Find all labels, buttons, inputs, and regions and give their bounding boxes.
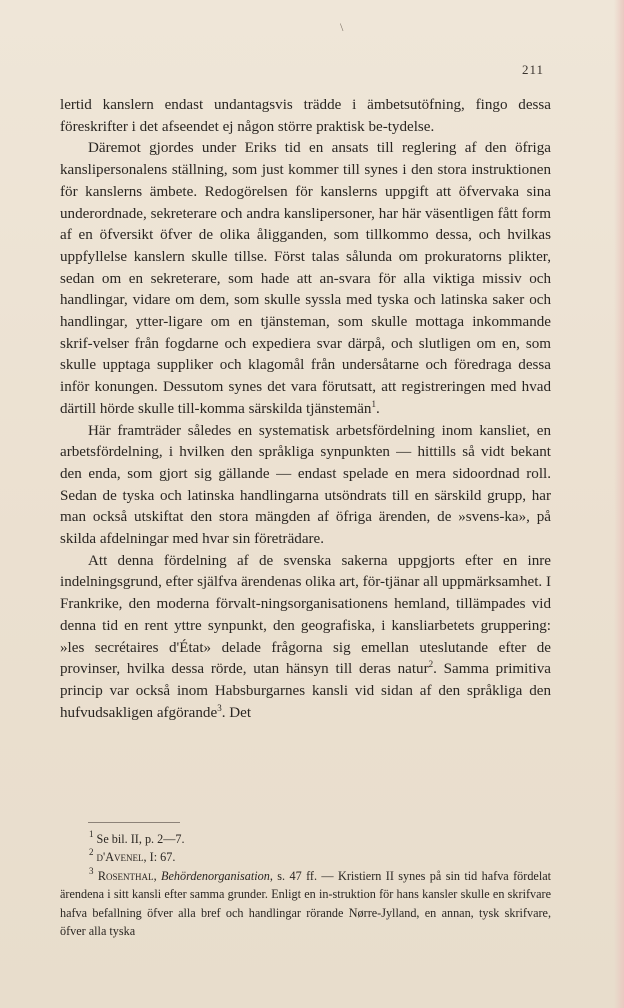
paragraph-2-end: . [375, 400, 380, 417]
footnote-3-sep: , [153, 868, 162, 883]
footnote-1 [60, 830, 551, 848]
footnote-rule [88, 822, 180, 823]
print-speck: \ [340, 20, 344, 34]
paragraph-4-end: . Det [221, 704, 252, 721]
paragraph-2 [60, 138, 551, 420]
paragraph-3: Här framträder således en systematisk arbetsfördelning inom kansliet, en arbetsfördelning, i hvilken den språkliga synpunkten — hittills så vidt bekant den enda, som gjort sig gällande — endast spelade en mera sidoordnad roll. Sedan de tyska och latinska handlingarna utsöndrats till en särskild grupp, har man också utskiftat den stora mängden af öfriga ärenden, de »svens-ka», på skilda afdelningar med hvar sin företrädare. [60, 422, 551, 548]
footnote-1-mark: 1 [89, 829, 94, 839]
footnote-ref-3: 3 [217, 702, 222, 713]
footnote-3-mark: 3 [89, 865, 94, 876]
footnote-3 [60, 867, 551, 941]
paragraph-1: lertid kanslern endast undantagsvis trädde i ämbetsutöfning, fingo dessa föreskrifter i det afseendet ej någon större praktisk be-tydelse. [60, 97, 551, 135]
paragraph-2-text: Däremot gjordes under Eriks tid en ansats till reglering af den öfriga kanslipersonalens ställning, som just kommer till synes i den stora instruktionen för kanslerns ämbete. Redogörelsen för kanslerns uppgift att öfvervaka sina underordnade, sekreterare och andra kanslipersoner, har här väsentligen fått form af en öfversikt öfver de olika åligganden, som tillkommo dessa, och hvilkas uppfyllelse kanslern skulle tillse. Först talas sålunda om prokuratorns plikter, sedan om en sekreterare, som hade att an-svara för alla viktiga missiv och handlingar, vidare om dem, som skulle syssla med tyska och latinska saker och handlingar, ytter-ligare om en tjänsteman, som skulle mottaga inkommande skrif-velser från fogdarne och expediera svar därpå, och slutligen om en, som skulle upptaga suppliker och klagomål från undersåtarne och föredraga dessa inför konungen. Dessutom synes det vara förutsatt, att registreringen med hvad därtill hörde skulle till-komma särskilda tjänstemän [60, 140, 551, 417]
footnote-3-title: Behördenorganisation [161, 868, 270, 883]
page-edge [614, 0, 624, 1008]
footnote-ref-2: 2 [428, 659, 434, 670]
body-text [60, 95, 551, 724]
footnote-ref-1: 1 [371, 398, 376, 409]
footnote-2-author: d'Avenel [96, 850, 144, 865]
footnote-3-author: Rosenthal [97, 868, 154, 883]
page-number: 211 [521, 62, 544, 77]
footnote-2-mark: 2 [89, 847, 94, 858]
paragraph-4 [60, 551, 551, 725]
paragraph-4-mid: . Samma primitiva princip var också inom Habsburgarnes kansli vid sidan af den språkliga den hufvudsakligen afgörande [60, 661, 551, 721]
footnote-3-text: , s. 47 ff. — Kristiern II synes på sin tid hafva fördelat ärendena i sitt kansli efter samma grunder. Enligt en in-struktion för hans kansler skulle en skrifvare hafva befallning öfver alla bref och handlingar rörande Nørre-Jylland, en annan, tysk skrifvare, öfver alla tyska [60, 868, 552, 939]
footnote-2-text: , I: 67. [143, 850, 176, 865]
footnote-1-text: Se bil. II, p. 2—7. [96, 832, 185, 846]
footnote-2 [60, 848, 551, 866]
paragraph-4-text: Att denna fördelning af de svenska sakerna uppgjorts efter en inre indelningsgrund, efter själfva ärendenas olika art, för-tjänar all uppmärksamhet. I Frankrike, den moderna förvalt-ningsorganisationens hemland, tillämpades vid denna tid en rent yttre synpunkt, den geografiska, i kansliarbetets gruppering: »les secrétaires d'État» delade frågorna sig emellan uteslutande efter de provinser, hvilka dessa rörde, utan hänsyn till deras natur [60, 552, 551, 678]
footnotes [60, 830, 551, 940]
